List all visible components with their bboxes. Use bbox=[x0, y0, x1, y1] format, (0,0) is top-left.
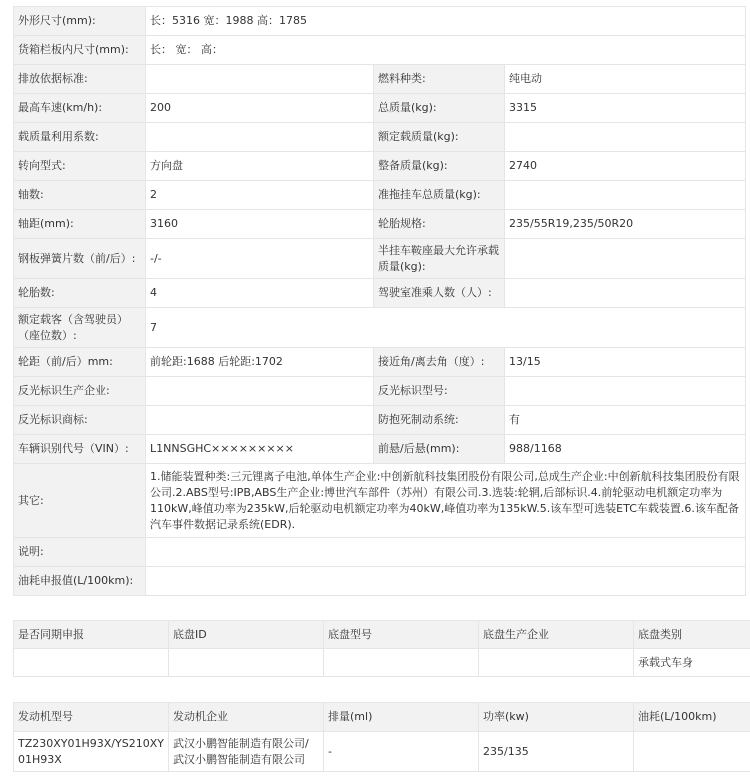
spec-value: 纯电动 bbox=[505, 65, 746, 94]
spec-value bbox=[146, 377, 374, 406]
spec-value: 1.储能装置种类:三元锂离子电池,单体生产企业:中创新航科技集团股份有限公司,总成生产企业:中创新航科技集团股份有限公司.2.ABS型号:IPB,ABS生产企业:博世汽车部件（苏州）有限公司.3.选装:轮辋,后部标识.4.前轮驱动电机额定功率为110kW,峰值功率为235kW,后轮驱动电机额定功率为40kW,峰值功率为135kW.5.该车型可选装ETC车载装置.6.该车配备汽车事件数据记录系统(EDR). bbox=[146, 464, 746, 538]
spec-label: 驾驶室准乘人数（人）: bbox=[374, 279, 505, 308]
spec-row-seats bbox=[14, 308, 746, 348]
table-cell: 235/135 bbox=[479, 732, 634, 772]
table-cell: TZ230XY01H93X/YS210XY01H93X bbox=[14, 732, 169, 772]
spec-label: 防抱死制动系统: bbox=[374, 406, 505, 435]
spec-value: 988/1168 bbox=[505, 435, 746, 464]
spec-label: 轴距(mm): bbox=[14, 210, 146, 239]
spec-row bbox=[14, 406, 746, 435]
spec-label: 轮胎规格: bbox=[374, 210, 505, 239]
column-header: 发动机企业 bbox=[169, 703, 324, 732]
spec-value bbox=[146, 406, 374, 435]
spec-label: 排放依据标准: bbox=[14, 65, 146, 94]
spec-label: 最高车速(km/h): bbox=[14, 94, 146, 123]
spec-label: 轴数: bbox=[14, 181, 146, 210]
spec-row-cargo-size bbox=[14, 36, 746, 65]
spec-row bbox=[14, 181, 746, 210]
spec-label: 钢板弹簧片数（前/后）: bbox=[14, 239, 146, 279]
spec-value bbox=[146, 65, 374, 94]
spec-value bbox=[505, 279, 746, 308]
spec-row bbox=[14, 435, 746, 464]
spec-value: 方向盘 bbox=[146, 152, 374, 181]
engine-table bbox=[13, 702, 750, 772]
spec-row-note bbox=[14, 538, 746, 567]
spec-label: 接近角/离去角（度）: bbox=[374, 348, 505, 377]
spec-row-fuel bbox=[14, 567, 746, 596]
spec-row bbox=[14, 377, 746, 406]
spec-value bbox=[505, 239, 746, 279]
spec-value: -/- bbox=[146, 239, 374, 279]
column-header: 底盘生产企业 bbox=[479, 621, 634, 649]
spec-value: 13/15 bbox=[505, 348, 746, 377]
column-header: 油耗(L/100km) bbox=[634, 703, 750, 732]
spec-label: 油耗申报值(L/100km): bbox=[14, 567, 146, 596]
column-header: 底盘类别 bbox=[634, 621, 750, 649]
table-cell: 承载式车身 bbox=[634, 649, 750, 677]
table-row bbox=[14, 732, 750, 772]
spec-label: 轮距（前/后）mm: bbox=[14, 348, 146, 377]
table-cell: - bbox=[324, 732, 479, 772]
spec-label: 额定载客（含驾驶员）（座位数）: bbox=[14, 308, 146, 348]
column-header: 底盘型号 bbox=[324, 621, 479, 649]
spec-value: 有 bbox=[505, 406, 746, 435]
spec-value: 2 bbox=[146, 181, 374, 210]
table-header-row bbox=[14, 703, 750, 732]
table-cell bbox=[634, 732, 750, 772]
spec-label: 反光标识型号: bbox=[374, 377, 505, 406]
spec-value: 长：5316 宽：1988 高：1785 bbox=[146, 7, 746, 36]
spec-value: 200 bbox=[146, 94, 374, 123]
chassis-table bbox=[13, 620, 750, 677]
column-header: 发动机型号 bbox=[14, 703, 169, 732]
spec-value: 4 bbox=[146, 279, 374, 308]
spec-value bbox=[505, 181, 746, 210]
column-header: 功率(kw) bbox=[479, 703, 634, 732]
spec-value: 3315 bbox=[505, 94, 746, 123]
spec-label: 其它: bbox=[14, 464, 146, 538]
spec-label: 半挂车鞍座最大允许承载质量(kg): bbox=[374, 239, 505, 279]
spec-row-other bbox=[14, 464, 746, 538]
spec-value: L1NNSGHC××××××××× bbox=[146, 435, 374, 464]
spec-label: 车辆识别代号（VIN）: bbox=[14, 435, 146, 464]
column-header: 排量(ml) bbox=[324, 703, 479, 732]
spec-label: 前悬/后悬(mm): bbox=[374, 435, 505, 464]
table-cell: 武汉小鹏智能制造有限公司/武汉小鹏智能制造有限公司 bbox=[169, 732, 324, 772]
spec-value bbox=[146, 567, 746, 596]
spec-label: 反光标识商标: bbox=[14, 406, 146, 435]
spec-row bbox=[14, 348, 746, 377]
vehicle-spec-table bbox=[13, 6, 746, 596]
spec-value: 3160 bbox=[146, 210, 374, 239]
spec-label: 总质量(kg): bbox=[374, 94, 505, 123]
table-cell bbox=[14, 649, 169, 677]
spec-label: 额定载质量(kg): bbox=[374, 123, 505, 152]
spec-row bbox=[14, 239, 746, 279]
spec-value: 长： 宽： 高： bbox=[146, 36, 746, 65]
spec-value: 235/55R19,235/50R20 bbox=[505, 210, 746, 239]
spec-row bbox=[14, 210, 746, 239]
spec-value: 2740 bbox=[505, 152, 746, 181]
spec-value bbox=[505, 377, 746, 406]
spec-row bbox=[14, 279, 746, 308]
table-cell bbox=[169, 649, 324, 677]
spec-label: 外形尺寸(mm): bbox=[14, 7, 146, 36]
spec-value bbox=[146, 538, 746, 567]
spec-label: 反光标识生产企业: bbox=[14, 377, 146, 406]
table-cell bbox=[324, 649, 479, 677]
column-header: 底盘ID bbox=[169, 621, 324, 649]
spec-row bbox=[14, 152, 746, 181]
spec-row bbox=[14, 65, 746, 94]
spec-value: 前轮距:1688 后轮距:1702 bbox=[146, 348, 374, 377]
spec-label: 说明: bbox=[14, 538, 146, 567]
spec-value: 7 bbox=[146, 308, 746, 348]
spec-label: 货箱栏板内尺寸(mm): bbox=[14, 36, 146, 65]
spec-label: 整备质量(kg): bbox=[374, 152, 505, 181]
spec-label: 轮胎数: bbox=[14, 279, 146, 308]
table-header-row bbox=[14, 621, 750, 649]
spec-row-exterior-size bbox=[14, 7, 746, 36]
spec-label: 燃料种类: bbox=[374, 65, 505, 94]
spec-row bbox=[14, 94, 746, 123]
spec-label: 转向型式: bbox=[14, 152, 146, 181]
table-row bbox=[14, 649, 750, 677]
spec-value bbox=[505, 123, 746, 152]
table-cell bbox=[479, 649, 634, 677]
column-header: 是否同期申报 bbox=[14, 621, 169, 649]
spec-label: 载质量利用系数: bbox=[14, 123, 146, 152]
spec-label: 准拖挂车总质量(kg): bbox=[374, 181, 505, 210]
spec-row bbox=[14, 123, 746, 152]
spec-value bbox=[146, 123, 374, 152]
